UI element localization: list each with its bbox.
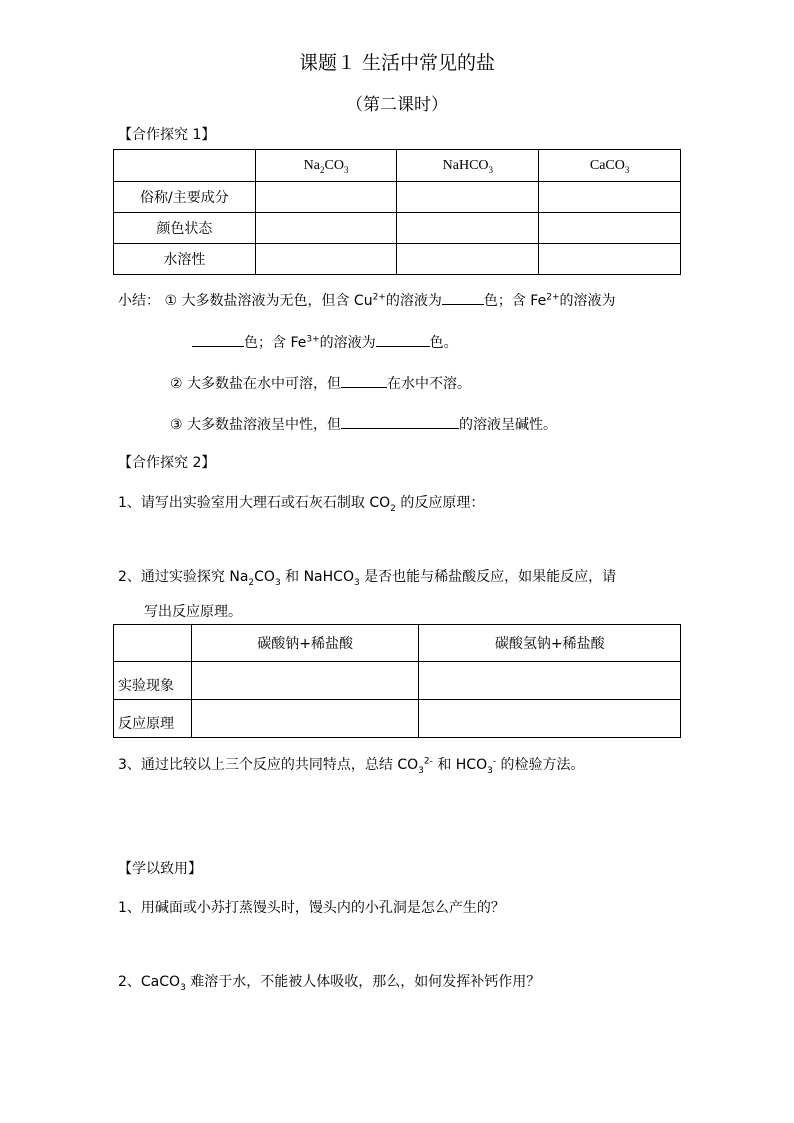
superscript: 3+ [306, 334, 320, 345]
question-text: CO [254, 569, 275, 585]
page-title: 课题１ 生活中常见的盐 [298, 52, 496, 74]
fill-blank[interactable] [192, 332, 244, 347]
question-text: 3、通过比较以上三个反应的共同特点，总结 CO [118, 757, 419, 773]
answer-cell[interactable] [539, 182, 681, 213]
question-text: 是否也能与稀盐酸反应，如果能反应，请 [359, 569, 617, 585]
question-text: 难溶于水，不能被人体吸收，那么，如何发挥补钙作用？ [185, 974, 541, 990]
answer-cell[interactable] [419, 700, 681, 738]
summary-text: 色。 [429, 335, 458, 351]
table-header-cell: 碳酸氢钠+稀盐酸 [419, 625, 681, 662]
row-label: 反应原理 [114, 700, 192, 738]
page-subtitle: （第二课时） [346, 95, 448, 115]
subscript: 3 [180, 982, 186, 993]
question-2 [118, 566, 616, 586]
summary-line-1 [118, 290, 616, 310]
summary-line-3 [170, 373, 471, 393]
table-header-row [114, 150, 681, 182]
question-3 [118, 754, 585, 774]
summary-prefix: 小结： [118, 293, 160, 309]
row-label: 俗称/主要成分 [114, 182, 256, 213]
explore1-table [113, 149, 681, 275]
apply-question-1: 1、用碱面或小苏打蒸馒头时，馒头内的小孔洞是怎么产生的？ [118, 900, 505, 916]
question-text: 的反应原理： [395, 495, 485, 511]
table-row [114, 700, 681, 738]
table-header-cell: 碳酸钠+稀盐酸 [191, 625, 419, 662]
explore2-heading: 【合作探究 2】 [118, 455, 216, 471]
answer-cell[interactable] [397, 213, 539, 244]
summary-line-4 [170, 414, 557, 434]
question-text: 和 NaHCO [280, 569, 354, 585]
row-label: 水溶性 [114, 244, 256, 275]
table-row [114, 213, 681, 244]
subscript: 2 [248, 577, 255, 588]
answer-cell[interactable] [255, 182, 397, 213]
summary-text: 的溶液为 [319, 335, 376, 351]
superscript: 2+ [546, 292, 560, 303]
fill-blank[interactable] [442, 290, 484, 305]
superscript: 2- [423, 756, 433, 767]
answer-cell[interactable] [397, 244, 539, 275]
subscript: 2 [390, 503, 396, 514]
superscript: 2+ [372, 292, 386, 303]
summary-text: 色；含 Fe [244, 335, 307, 351]
superscript: - [492, 756, 497, 767]
summary-text: 的溶液为 [385, 293, 442, 309]
table-header-cell [114, 625, 192, 662]
table-row [114, 182, 681, 213]
summary-text: 大多数盐溶液呈中性，但 [187, 417, 342, 433]
table-header-cell: NaHCO$_3$ [397, 150, 539, 182]
summary-text: 色；含 Fe [483, 293, 547, 309]
table-row [114, 244, 681, 275]
summary-text: 在水中不溶。 [387, 376, 472, 392]
marker: ③ [170, 417, 183, 433]
answer-cell[interactable] [539, 213, 681, 244]
row-label: 颜色状态 [114, 213, 256, 244]
answer-cell[interactable] [397, 182, 539, 213]
question-text: 的检验方法。 [496, 757, 585, 773]
explore2-table [113, 624, 681, 738]
question-1 [118, 492, 484, 512]
table-header-cell: CaCO$_3$ [539, 150, 681, 182]
fill-blank[interactable] [376, 332, 430, 347]
apply-heading: 【学以致用】 [118, 861, 202, 877]
answer-cell[interactable] [255, 213, 397, 244]
question-2-continued: 写出反应原理。 [144, 604, 242, 620]
summary-line-2 [192, 332, 458, 352]
answer-cell[interactable] [539, 244, 681, 275]
table-header-cell: $Na_2CO_3$ [255, 150, 397, 182]
summary-text: 的溶液呈碱性。 [459, 417, 558, 433]
marker: ② [170, 376, 183, 392]
subscript: 3 [353, 577, 360, 588]
question-text: 2、通过实验探究 Na [118, 569, 249, 585]
fill-blank[interactable] [341, 373, 387, 388]
marker: ① [164, 293, 178, 309]
fill-blank[interactable] [341, 414, 459, 429]
subscript: 3 [487, 765, 493, 776]
summary-text: 大多数盐溶液为无色，但含 Cu [181, 293, 373, 309]
row-label: 实验现象 [114, 662, 192, 700]
subscript: 3 [274, 577, 281, 588]
explore1-heading: 【合作探究 1】 [118, 127, 216, 143]
table-header-cell [114, 150, 256, 182]
summary-text: 的溶液为 [559, 293, 616, 309]
answer-cell[interactable] [419, 662, 681, 700]
apply-question-2 [118, 971, 540, 991]
question-text: 2、CaCO [118, 974, 181, 990]
answer-cell[interactable] [191, 700, 419, 738]
answer-cell[interactable] [255, 244, 397, 275]
question-text: 1、请写出实验室用大理石或石灰石制取 CO [118, 495, 391, 511]
table-header-row [114, 625, 681, 662]
summary-text: 大多数盐在水中可溶，但 [187, 376, 342, 392]
table-row [114, 662, 681, 700]
question-text: 和 HCO [432, 757, 488, 773]
answer-cell[interactable] [191, 662, 419, 700]
subscript: 3 [418, 765, 424, 776]
